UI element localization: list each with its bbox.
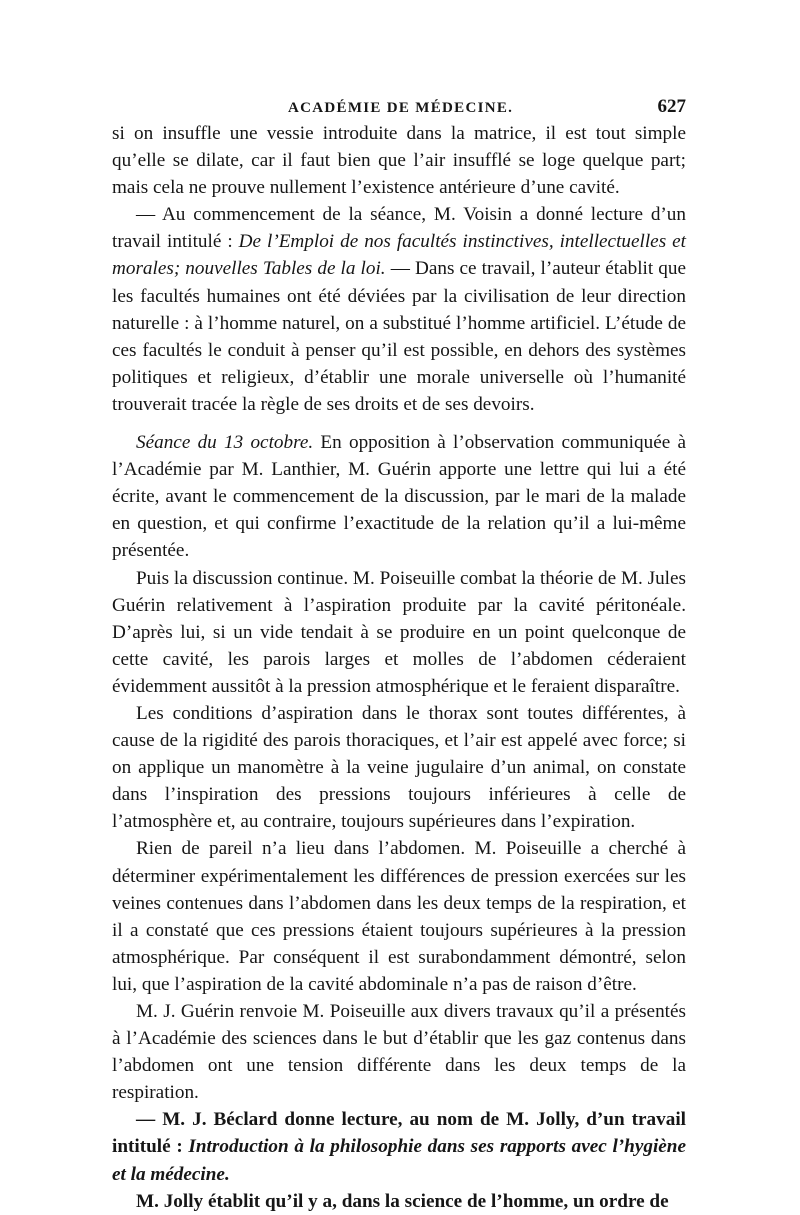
page-header (112, 92, 686, 120)
paragraph-8-lead: — M. J. Béclard donne lecture, au nom de M. Jolly, d’un travail intitulé : (112, 1109, 686, 1158)
paragraph-2-lead: — Au commencement de la séance, M. Voisin a donné lecture d’un travail intitulé : (112, 204, 686, 253)
paragraph-8 (112, 1106, 686, 1187)
paragraph-7: M. J. Guérin renvoie M. Poiseuille aux divers travaux qu’il a présentés à l’Académie des sciences dans le but d’établir que les gaz contenus dans l’abdomen ont une tension différente dans les deux temps de la respiration. (112, 1001, 686, 1104)
paragraph-9: M. Jolly établit qu’il y a, dans la science de l’homme, un ordre de (136, 1190, 669, 1212)
session-date: Séance du 13 octobre. (136, 432, 314, 454)
paragraph-3 (112, 429, 686, 564)
paragraph-5: Les conditions d’aspiration dans le thorax sont toutes différentes, à cause de la rigidité des parois thoraciques, et l’air est appelé avec force; si on applique un manomètre à la veine jugulaire d’un animal, on constate dans l’inspiration des pressions toujours inférieures à celle de l’atmosphère et, au contraire, toujours supérieures dans l’expiration. (112, 702, 686, 833)
paragraph-6: Rien de pareil n’a lieu dans l’abdomen. M. Poiseuille a cherché à déterminer expérimentalement les différences de pression exercées sur les veines contenues dans l’abdomen dans les deux temps de la respiration, et il a constaté que ces pressions étaient toujours supérieures à la pression atmosphérique. Par conséquent il est surabondamment démontré, selon lui, que l’aspiration de la cavité abdominale n’a pas de raison d’être. (112, 838, 686, 995)
work-title-jolly: Introduction à la philosophie dans ses rapports avec l’hygiène et la médecine. (112, 1136, 686, 1185)
paragraph-1: si on insuffle une vessie introduite dans la matrice, il est tout simple qu’elle se dilate, car il faut bien que l’air insufflé se loge quelque part; mais cela ne prouve nullement l’existence antérieure d’une cavité. (112, 123, 686, 199)
page-number: 627 (657, 96, 686, 117)
body-text (112, 120, 686, 1215)
running-title: ACADÉMIE DE MÉDECINE. (288, 100, 514, 116)
work-title-voisin: De l’Emploi de nos facultés instinctives, intellectuelles et morales; nouvelles Tables de la loi. (112, 231, 686, 280)
paragraph-4: Puis la discussion continue. M. Poiseuille combat la théorie de M. Jules Guérin relativement à l’aspiration produite par la cavité péritonéale. D’après lui, si un vide tendait à se produire en un point quelconque de cette cavité, les parois larges et molles de l’abdomen céderaient évidemment aussitôt à la pression atmosphérique et le feraient disparaître. (112, 567, 686, 697)
paragraph-2-rest: — Dans ce travail, l’auteur établit que les facultés humaines ont été déviées par la civilisation de leur direction naturelle : à l’homme naturel, on a substitué l’homme artificiel. L’étude de ces facultés le conduit à penser qu’il est possible, en dehors des systèmes politiques et religieux, d’établir une morale universelle où l’humanité trouverait tracée la règle de ses droits et de ses devoirs. (112, 258, 686, 415)
paragraph-2 (112, 201, 686, 418)
paragraph-3-rest: En opposition à l’observation communiquée à l’Académie par M. Lanthier, M. Guérin apporte une lettre qui lui a été écrite, avant le commencement de la discussion, par le mari de la malade en question, et qui confirme l’exactitude de la relation qu’il a lui-même présentée. (112, 432, 687, 562)
book-page (112, 92, 686, 1215)
